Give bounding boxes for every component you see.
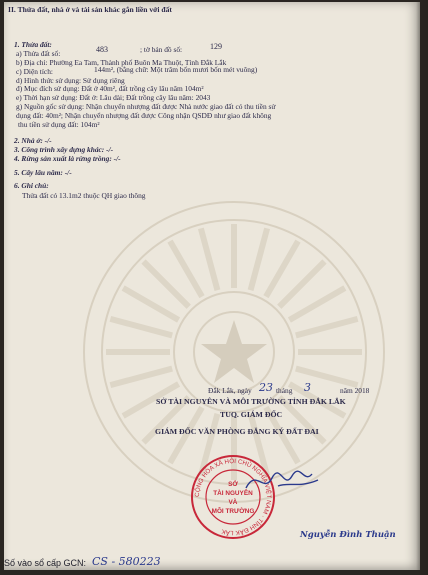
- notes-text: Thửa đất có 13.1m2 thuộc QH giao thông: [22, 191, 146, 200]
- parcel-number: 483: [96, 45, 108, 54]
- signature-scribble: [242, 464, 322, 498]
- origin-line-3: thu tiền sử dụng đất: 104m²: [18, 120, 100, 129]
- origin-line-1: g) Nguồn gốc sử dụng: Nhận chuyển nhượng đất được Nhà nước giao đất có thu tiền sử: [16, 102, 276, 111]
- date-month-label: tháng: [276, 386, 293, 395]
- map-sheet-label: ; tờ bản đồ số:: [140, 45, 183, 54]
- house-line: 2. Nhà ở: -/-: [14, 136, 52, 145]
- authority-line-1: SỞ TÀI NGUYÊN VÀ MÔI TRƯỜNG TỈNH ĐẮK LẮK: [156, 397, 346, 406]
- signer-name: Nguyễn Đình Thuận: [300, 530, 396, 540]
- date-year: năm 2018: [340, 386, 370, 395]
- emblem-ray: [266, 241, 298, 296]
- certificate-label: Số vào sổ cấp GCN:: [4, 558, 87, 568]
- date-place: Đắk Lắk, ngày: [208, 386, 252, 395]
- address-line: b) Địa chỉ: Phường Ea Tam, Thành phố Buôn Ma Thuột, Tỉnh Đắk Lắk: [16, 58, 227, 67]
- emblem-ray: [251, 228, 268, 290]
- emblem-ray: [201, 228, 218, 290]
- authority-line-2: TUQ. GIÁM ĐỐC: [220, 410, 283, 419]
- edge-shadow: [416, 0, 428, 575]
- map-sheet-number: 129: [210, 42, 222, 51]
- usage-term: e) Thời hạn sử dụng: Đất ở: Lâu dài; Đất trồng cây lâu năm: 2043: [16, 93, 211, 102]
- usage-form: d) Hình thức sử dụng: Sử dụng riêng: [16, 76, 125, 85]
- emblem-ray: [296, 319, 358, 336]
- perennial-line: 5. Cây lâu năm: -/-: [14, 168, 72, 177]
- emblem-ray: [110, 319, 172, 336]
- seal-center-1: SỞ: [228, 481, 238, 488]
- section-title: II. Thửa đất, nhà ở và tài sản khác gắn liền với đất: [8, 5, 172, 14]
- notes-heading: 6. Ghi chú:: [14, 181, 49, 190]
- emblem-ray: [123, 288, 178, 320]
- seal-ring-text: CỘNG HÒA XÃ HỘI CHỦ NGHĨA VIỆT NAM · TỈNH ĐẮK LẮK: [193, 457, 273, 537]
- seal-center-2: TÀI NGUYÊN: [213, 490, 253, 497]
- date-day: 23: [259, 381, 273, 394]
- emblem-ray: [143, 261, 188, 306]
- emblem-ray: [110, 369, 172, 386]
- parcel-number-label: a) Thửa đất số:: [16, 49, 61, 58]
- certificate-number: CS - 580223: [92, 555, 161, 568]
- origin-line-2: dụng đất: 40m²; Nhận chuyển nhượng đất được Công nhận QSDĐ như giao đất không: [16, 111, 272, 120]
- land-heading: 1. Thửa đất:: [14, 40, 52, 49]
- emblem-ray: [279, 261, 324, 306]
- emblem-ray: [170, 241, 202, 296]
- forest-line: 4. Rừng sản xuất là rừng trồng: -/-: [14, 154, 121, 163]
- authority-line-3: GIÁM ĐỐC VĂN PHÒNG ĐĂNG KÝ ĐẤT ĐAI: [155, 427, 319, 436]
- area-value: 144m², (bằng chữ: Một trăm bốn mươi bốn mét vuông): [94, 65, 258, 74]
- usage-purpose: đ) Mục đích sử dụng: Đất ở 40m², đất trồng cây lâu năm 104m²: [16, 84, 204, 93]
- certificate-page: [4, 2, 420, 570]
- seal-center-3: VÀ: [228, 499, 238, 506]
- area-label: c) Diện tích:: [16, 67, 53, 76]
- construction-line: 3. Công trình xây dựng khác: -/-: [14, 145, 114, 154]
- date-month: 3: [304, 381, 311, 394]
- emblem-ray: [289, 288, 344, 320]
- seal-center-4: MÔI TRƯỜNG: [211, 508, 255, 515]
